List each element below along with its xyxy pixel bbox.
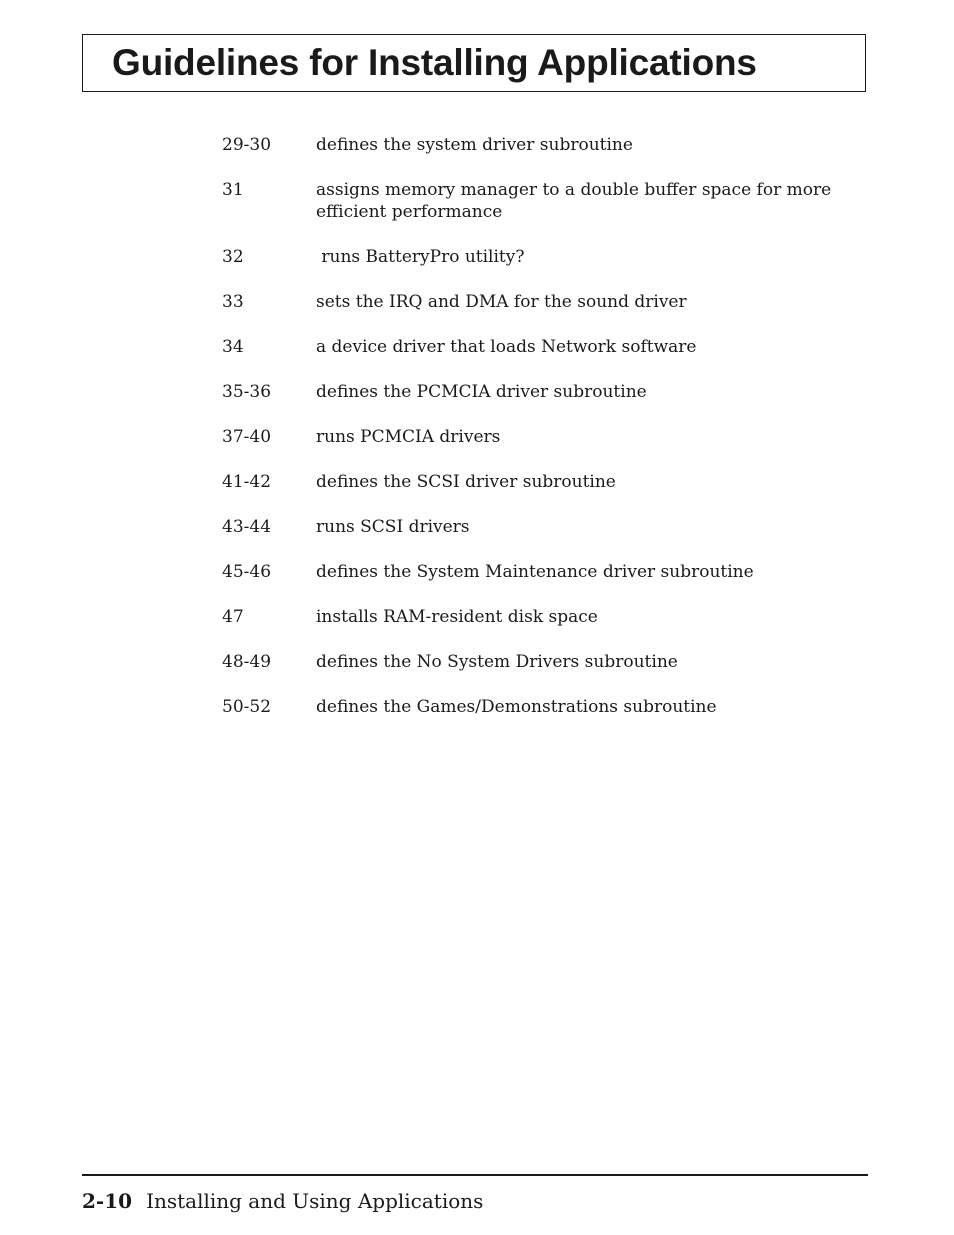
line-number: 31	[222, 180, 244, 200]
line-description-list	[222, 134, 872, 741]
list-item	[222, 336, 872, 358]
line-number: 34	[222, 337, 244, 357]
line-description: installs RAM-resident disk space	[316, 607, 598, 627]
footer-divider	[82, 1174, 868, 1176]
page-title: Guidelines for Installing Applications	[112, 42, 757, 83]
line-description: runs PCMCIA drivers	[316, 427, 501, 447]
line-number: 29-30	[222, 135, 272, 155]
line-description: defines the Games/Demonstrations subroutine	[316, 697, 717, 717]
list-item	[222, 134, 872, 156]
list-item	[222, 179, 872, 223]
line-number: 43-44	[222, 517, 272, 537]
list-item	[222, 696, 872, 718]
list-item	[222, 426, 872, 448]
line-number: 48-49	[222, 652, 272, 672]
line-number: 41-42	[222, 472, 272, 492]
line-number: 32	[222, 247, 244, 267]
list-item	[222, 246, 872, 268]
line-number: 50-52	[222, 697, 272, 717]
list-item	[222, 561, 872, 583]
line-description: a device driver that loads Network software	[316, 337, 697, 357]
line-number: 45-46	[222, 562, 272, 582]
line-number: 37-40	[222, 427, 272, 447]
line-description: assigns memory manager to a double buffer space for more efficient performance	[316, 180, 837, 222]
line-number: 33	[222, 292, 244, 312]
line-description: defines the No System Drivers subroutine	[316, 652, 678, 672]
list-item	[222, 606, 872, 628]
page-footer	[82, 1186, 483, 1216]
list-item	[222, 516, 872, 538]
line-description: defines the SCSI driver subroutine	[316, 472, 616, 492]
line-description: defines the PCMCIA driver subroutine	[316, 382, 647, 402]
line-description: defines the System Maintenance driver subroutine	[316, 562, 754, 582]
line-number: 47	[222, 607, 244, 627]
line-description: defines the system driver subroutine	[316, 135, 633, 155]
footer-section-title: Installing and Using Applications	[146, 1189, 484, 1213]
list-item	[222, 291, 872, 313]
list-item	[222, 381, 872, 403]
page-number: 2-10	[82, 1189, 133, 1213]
line-description: sets the IRQ and DMA for the sound driver	[316, 292, 687, 312]
line-description: runs SCSI drivers	[316, 517, 470, 537]
list-item	[222, 651, 872, 673]
header-box	[82, 34, 866, 92]
line-number: 35-36	[222, 382, 272, 402]
line-description: runs BatteryPro utility?	[316, 247, 525, 267]
list-item	[222, 471, 872, 493]
